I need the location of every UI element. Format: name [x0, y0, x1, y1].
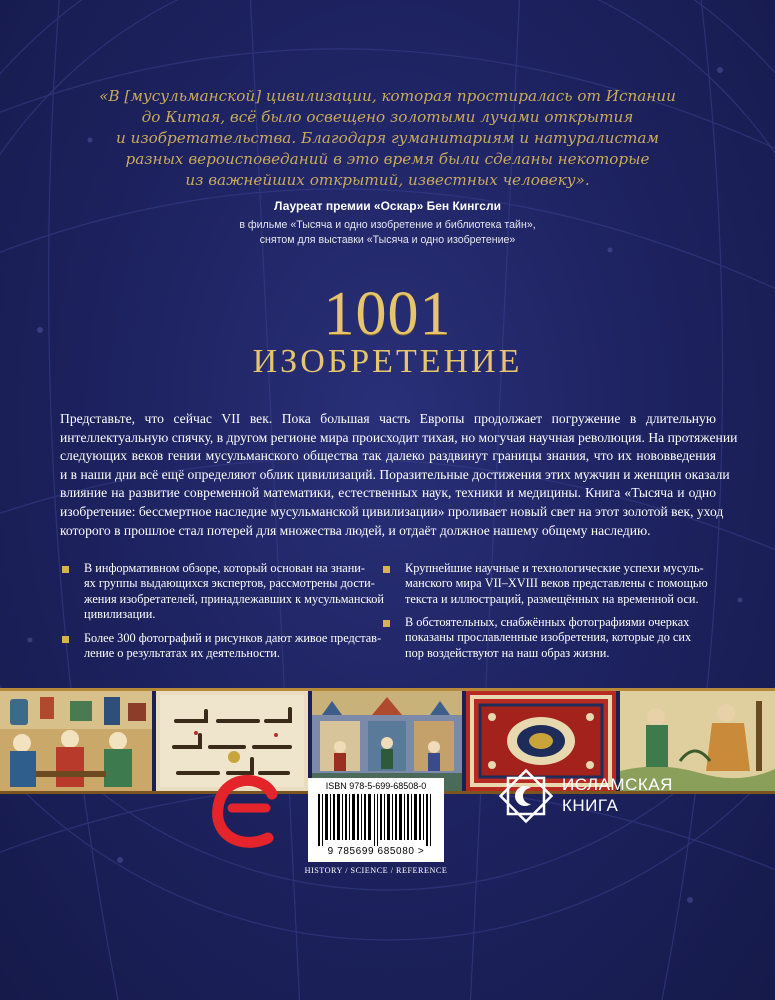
description-line: и в наши дни всё ещё определяют облик цивилизаций. Поразительные достижения этих мужчин и женщин оказали: [60, 466, 730, 482]
ean-digits: 9 785699 685080 >: [327, 846, 425, 857]
quote-source-line: снятом для выставки «Тысяча и одно изобретение»: [259, 234, 516, 246]
description-line: интеллектуальную спячку, в другом регионе мира происходит тихая, но могучая научная революция. На протяжении: [60, 429, 738, 445]
bullet-line: манского мира VII–XVIII веков представлены с помощью: [405, 576, 708, 591]
quote-line: из важнейших открытий, известных человеку».: [185, 171, 590, 189]
bullet-line: ях группы выдающихся экспертов, рассмотрены дости-: [84, 576, 375, 591]
bullet-line: пор воздействуют на наш образ жизни.: [405, 645, 610, 660]
description-line: изобретение: бессмертное наследие мусульманской цивилизации» проливает новый свет на этот золотой век, уход: [60, 503, 724, 519]
series-logo: [498, 768, 554, 824]
title-word: ИЗОБРЕТЕНИЕ: [252, 343, 523, 380]
bullet-square-icon: [62, 566, 69, 573]
quote-line: до Китая, всё было освещено золотыми лучами открытия: [141, 108, 634, 126]
isbn-text: ISBN 978-5-699-68508-0: [325, 781, 427, 791]
palace-miniature-image: [312, 691, 462, 791]
bullet-line: цивилизации.: [84, 607, 156, 622]
series-name-line1: ИСЛАМСКАЯ: [562, 775, 673, 794]
publisher-logo: [210, 772, 280, 852]
title-number: 1001: [323, 280, 452, 348]
quote-source-line: в фильме «Тысяча и одно изобретение и библиотека тайн»,: [239, 219, 536, 231]
category-label: HISTORY / SCIENCE / REFERENCE: [304, 866, 448, 875]
bullet-square-icon: [62, 636, 69, 643]
bullet-line: В информативном обзоре, который основан на знани-: [84, 561, 365, 575]
quote-line: «В [мусульманской] цивилизации, которая простиралась от Испании: [99, 87, 676, 105]
bullet-line: текста и иллюстраций, размещённых на временной оси.: [405, 591, 699, 606]
quote-line: и изобретательства. Благодаря гуманитариям и натуралистам: [115, 129, 660, 147]
description-line: следующих веков гении мусульманского общества так далеко раздвинут границы знания, что их нововведения: [60, 448, 716, 464]
quote-line: разных вероисповеданий в это время были сделаны некоторые: [125, 150, 650, 168]
quote-author: Лауреат премии «Оскар» Бен Кингсли: [274, 199, 501, 213]
description-line: которого в прошлое стал потерей для множества людей, и отдаёт должное нашему общему наследию.: [60, 522, 651, 538]
description-line: влияние на развитие современной математики, естественных наук, техники и медицины. Книга «Тысяча и одно: [60, 485, 716, 501]
bullet-square-icon: [383, 566, 390, 573]
manuscript-scholars-image: [0, 691, 152, 791]
series-name-line2: КНИГА: [562, 796, 619, 815]
bullet-line: ление о результатах их деятельности.: [84, 646, 280, 661]
bullet-square-icon: [383, 620, 390, 627]
description-line: Представьте, что сейчас VII век. Пока большая часть Европы продолжает погружение в длительную: [60, 411, 716, 426]
eksmo-e-logo-icon: [210, 772, 280, 852]
quote-block: [80, 86, 695, 191]
bullet-line: В обстоятельных, снабжённых фотографиями очерках: [405, 615, 690, 629]
crescent-star-logo-icon: [498, 768, 554, 824]
bullet-line: жения изобретателей, принадлежавших к мусульманской: [84, 591, 385, 606]
barcode: [308, 778, 444, 862]
description-text: [60, 410, 738, 540]
bullet-line: Более 300 фотографий и рисунков дают живое представ-: [84, 631, 382, 645]
bullet-line: Крупнейшие научные и технологические успехи мусуль-: [405, 561, 704, 575]
barcode-bars-icon: [318, 794, 434, 846]
bullet-line: показаны прославленные изобретения, которые до сих: [405, 630, 692, 645]
